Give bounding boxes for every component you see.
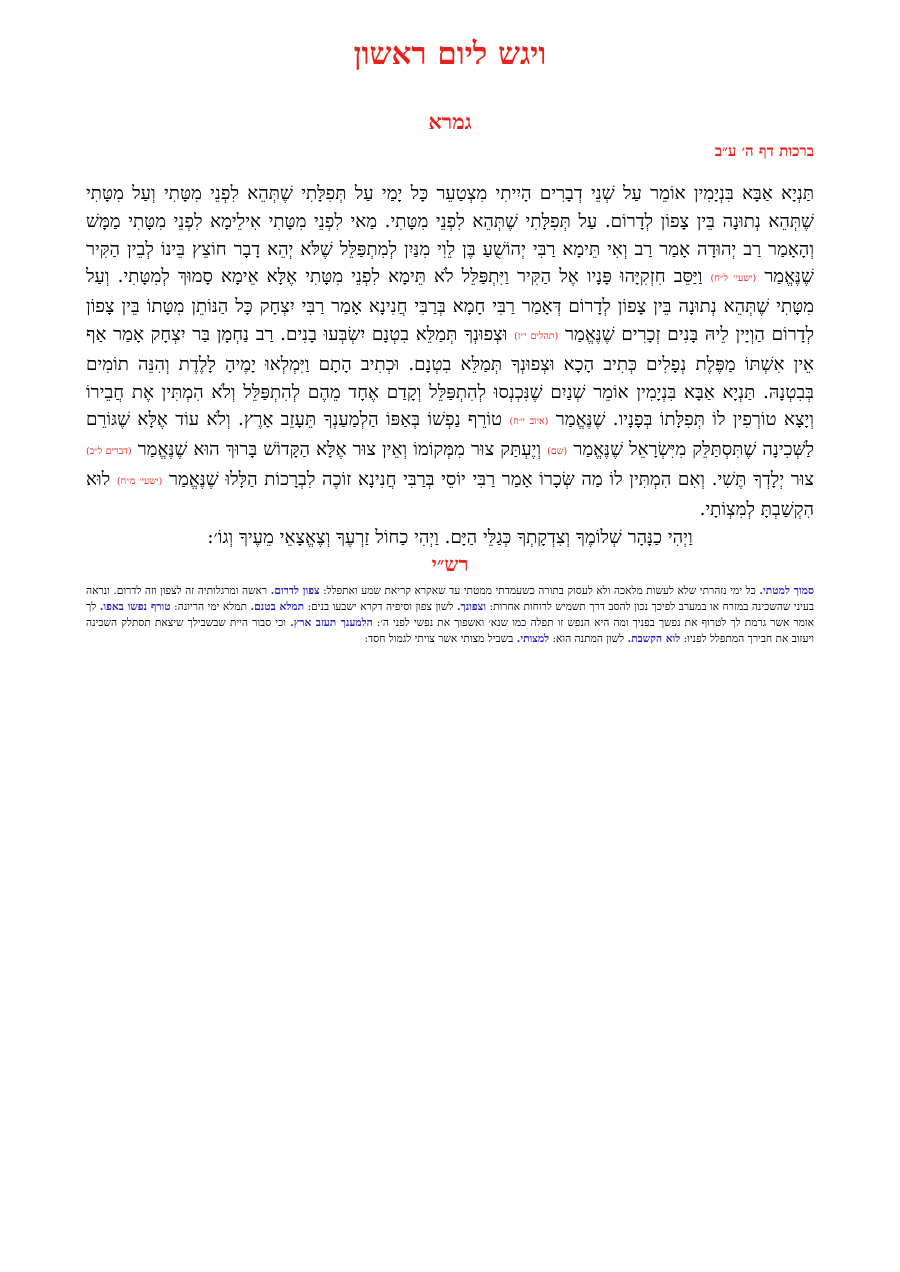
verse-citation-3: (איוב י״ח) — [509, 416, 549, 428]
gemara-text — [86, 180, 814, 551]
verse-citation-6: (ישעי׳ מ״ח) — [116, 475, 163, 487]
gemara-passage-5: וְיֶעְתַּק צוּר מִמְּקוֹמוֹ וְאֵין צוּר אֶלָּא הַקָּדוֹשׁ בָּרוּךְ הוּא שֶׁנֶּאֱמַר — [137, 439, 542, 461]
rashi-heading-5: טורף נפשו באפו. — [99, 601, 171, 613]
gemara-passage-7: לוּא הִקְשַׁבְתָּ לְמִצְוֹתָי. — [86, 468, 814, 520]
rashi-comment-6: וכי סבור היית שבשבילך שיצאת תסתלק השכינה ויעזוב את חבירך המתפלל לפניו: — [86, 617, 814, 645]
gemara-passage-1: תַּנְיָא אַבָּא בִּנְיָמִין אוֹמֵר עַל שְׁנֵי דְבָרִים הָיִיתִי מִצְטַעֵר כָּל יָמַי עַל תְּפִלָּתִי שֶׁתְּהֵא לִפְנֵי מִטָּתִי וְעַל מִטָּתִי שֶׁתְּהֵא נְתוּנָה בֵּין צָפוֹן לְדָרוֹם. עַל תְּפִלָּתִי שֶׁתְּהֵא לִפְנֵי מִטָּתִי. מַאי לִפְנֵי מִטָּתִי אִילֵימָא לִפְנֵי מִטָּתִי מַמָּשׁ וְהָאָמַר רַב יְהוּדָה אָמַר רַב וְאִי תֵּימָא רַבִּי יְהוֹשֻׁעַ בֶּן לֵוִי מִנַּיִן לְמִתְפַּלֵּל שֶׁלֹּא יְהֵא דָבָר חוֹצֵץ בֵּינוֹ לְבֵין הַקִּיר שֶׁנֶּאֱמַר — [86, 183, 814, 288]
rashi-comment-3: לשון צפון וסיפיה דקרא ישבעו בנים: — [307, 601, 454, 613]
section-title-gemara: גמרא — [428, 109, 472, 134]
verse-citation-2: (תהלים י״ז) — [514, 330, 559, 342]
rashi-comment-4: תמלא ימי הריונה: — [174, 601, 247, 613]
verse-citation-1: (ישעי׳ ל״ח) — [710, 273, 757, 285]
rashi-comment-2: ראשה ומרגלותיה זה לצפון וזה לדרום. ונראה בעיני שהשכינה במזרח או במערב לפיכך נכון להסב דרך תשמיש לרוחות אחרות: — [86, 585, 815, 613]
rashi-heading-7: לוא הקשבת. — [627, 633, 681, 645]
rashi-comment-5: לך אומר אשר גרמת לך לטרוף את נפשך בפניך ומה היא הנפש זו תפלה כמו שנא׳ ואשפוך את נפשי לפני ה׳: — [86, 601, 815, 629]
rashi-heading-6: הלמענך תעזב ארץ. — [290, 617, 373, 629]
gemara-passage-3: וּצְפוּנְךָ תְּמַלֵּא בִטְנָם יִשְׂבְּעוּ בָנִים. רַב נַחְמָן בַּר יִצְחָק אָמַר אַף אֵין אִשְׁתּוֹ מַפֶּלֶת נְפָלִים כְּתִיב הָכָא וּצְפוּנְךָ תְּמַלֵּא בִטְנָם. וּכְתִיב הָתָם וַיִּמְלְאוּ יָמֶיהָ לָלֶדֶת וְהִנֵּה תוֹמִים בְּבִטְנָהּ. תַּנְיָא אַבָּא בִּנְיָמִין אוֹמֵר שְׁנַיִם שֶׁנִּכְנְסוּ לְהִתְפַּלֵּל וְקָדַם אֶחָד מֵהֶם לְהִתְפַּלֵּל וְלֹא הִמְתִּין אֶת חֲבֵירוֹ וְיָצָא טוֹרְפִין לוֹ תְּפִלָּתוֹ בְּפָנָיו. שֶׁנֶּאֱמַר — [86, 323, 814, 431]
rashi-comment-7: לשון המתנה הוא: — [552, 633, 625, 645]
rashi-heading-2: צפון לדרום. — [270, 585, 320, 597]
rashi-heading-1: סמוך למטתי. — [759, 585, 814, 597]
rashi-heading-4: תמלא בטנם. — [250, 601, 305, 613]
rashi-comment-8: בשביל מצותי אשר צויתי לגמול חסד: — [364, 633, 514, 645]
section-title-rashi: רש״י — [431, 552, 469, 576]
rashi-comment-1: כל ימי נזהרתי שלא לעשות מלאכה ולא לעסוק בתורה כשעמדתי ממטתי עד שאקרא קריאת שמע ואתפלל: — [323, 585, 756, 597]
page-title: ויגש ליום ראשון — [353, 36, 547, 72]
rashi-heading-3: וצפונך. — [456, 601, 486, 613]
gemara-passage-2: וַיַּסֵּב חִזְקִיָּהוּ פָּנָיו אֶל הַקִּיר וַיִּתְפַּלֵּל לֹא תֵּימָא לִפְנֵי מִטָּתִי אֶלָּא אֵימָא סָמוּךְ לְמִטָּתִי. וְעַל מִטָּתִי שֶׁתְּהֵא נְתוּנָה בֵּין צָפוֹן לְדָרוֹם דְּאָמַר רַבִּי חָמָא בְּרַבִּי חֲנִינָא אָמַר רַבִּי יִצְחָק כָּל הַנּוֹתֵן מִטָּתוֹ בֵּין צָפוֹן לְדָרוֹם הַוְיָין לֵיהּ בָּנִים זְכָרִים שֶׁנֶּאֱמַר — [86, 266, 815, 345]
rashi-heading-8: למצותי. — [516, 633, 550, 645]
gemara-passage-6: צוּר יְלָדְךָ תֶּשִׁי. וְאִם הִמְתִּין לוֹ מַה שְּׂכָרוֹ אָמַר רַבִּי יוֹסֵי בְּרַבִּי חֲנִינָא זוֹכֶה לִבְרָכוֹת הַלָּלוּ שֶׁנֶּאֱמַר — [168, 468, 815, 490]
rashi-commentary — [86, 583, 814, 647]
verse-citation-4: (שם) — [547, 446, 568, 458]
source-reference: ברכות דף ה׳ ע״ב — [714, 142, 814, 160]
verse-citation-5: (דברים ל״ב) — [86, 446, 132, 458]
gemara-passage-4: טוֹרֵף נַפְשׁוֹ בְּאַפּוֹ הַלְמַעַנְךָ תֵּעָזֵב אָרֶץ. וְלֹא עוֹד אֶלָּא שֶׁגּוֹרֵם לַשְּׁכִינָה שֶׁתִּסְתַּלֵּק מִיִּשְׂרָאֵל שֶׁנֶּאֱמַר — [86, 409, 815, 461]
gemara-closing-verse: וַיְהִי כַנָּהָר שְׁלוֹמֶךָ וְצִדְקָתְךָ כְּגַלֵּי הַיָּם. וַיְהִי כַחוֹל זַרְעֶךָ וְצֶאֱצָאֵי מֵעֶיךָ וְגוֹ׳: — [207, 526, 693, 548]
